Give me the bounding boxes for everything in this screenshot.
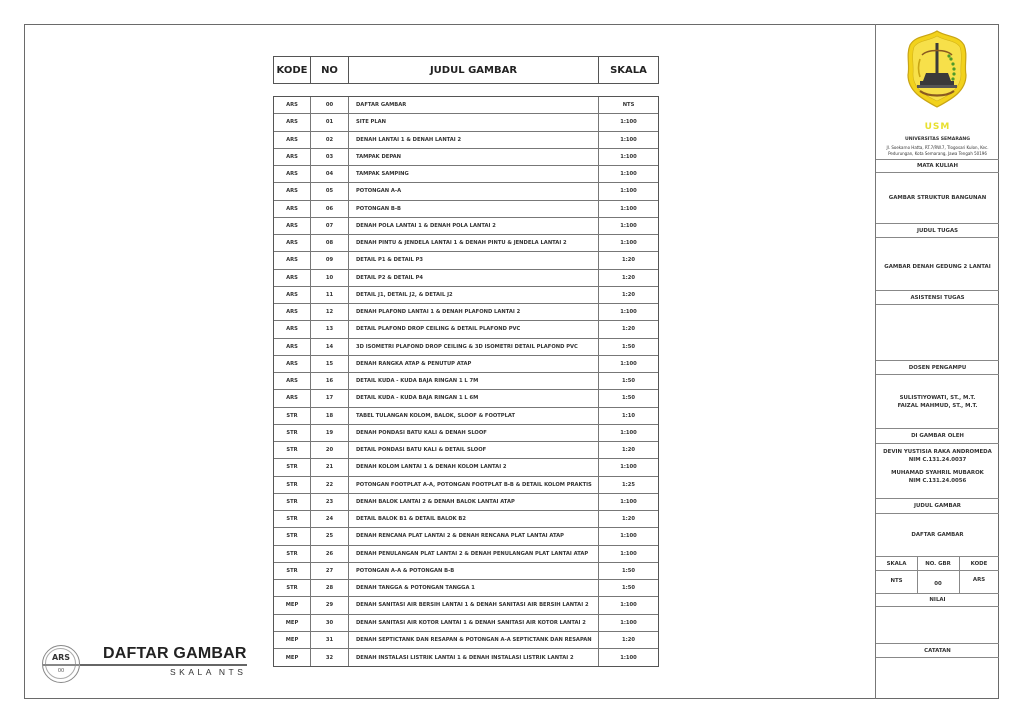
cell-skala: 1:20 — [622, 291, 635, 298]
cell-kode: ARS — [274, 390, 311, 406]
table-row — [274, 132, 658, 149]
cell-kode: STR — [274, 459, 311, 475]
cell-kode: STR — [274, 563, 311, 579]
cell-skala: 1:50 — [622, 395, 635, 402]
cell-no: 11 — [311, 287, 349, 303]
skala-value: NTS — [890, 578, 903, 584]
mata-kuliah-label: MATA KULIAH — [916, 163, 958, 169]
drawing-list-table — [273, 96, 659, 667]
cell-no: 16 — [311, 373, 349, 389]
table-row — [274, 252, 658, 269]
table-row — [274, 580, 658, 597]
cell-no: 06 — [311, 201, 349, 217]
cell-skala: 1:10 — [622, 412, 635, 419]
cell-judul: SITE PLAN — [349, 114, 599, 130]
table-row — [274, 511, 658, 528]
table-row — [274, 390, 658, 407]
cell-kode: STR — [274, 546, 311, 562]
cell-judul: DETAIL KUDA - KUDA BAJA RINGAN 1 L 6M — [349, 390, 599, 406]
cell-no: 14 — [311, 339, 349, 355]
cell-skala: 1:50 — [622, 378, 635, 385]
cell-judul: DENAH RANGKA ATAP & PENUTUP ATAP — [349, 356, 599, 372]
cell-kode: ARS — [274, 218, 311, 234]
cell-no: 25 — [311, 528, 349, 544]
cell-kode: ARS — [274, 356, 311, 372]
cell-no: 02 — [311, 132, 349, 148]
cell-kode: ARS — [274, 339, 311, 355]
cell-skala: 1:25 — [622, 481, 635, 488]
cell-judul: DENAH PONDASI BATU KALI & DENAH SLOOF — [349, 425, 599, 441]
cell-judul: DENAH POLA LANTAI 1 & DENAH POLA LANTAI 2 — [349, 218, 599, 234]
cell-no: 19 — [311, 425, 349, 441]
cell-kode: ARS — [274, 132, 311, 148]
table-row — [274, 494, 658, 511]
table-row — [274, 459, 658, 476]
cell-no: 26 — [311, 546, 349, 562]
cell-judul: TAMPAK DEPAN — [349, 149, 599, 165]
cell-skala: 1:20 — [622, 326, 635, 333]
table-row — [274, 270, 658, 287]
cell-kode: STR — [274, 425, 311, 441]
mata-kuliah-value: GAMBAR STRUKTUR BANGUNAN — [888, 195, 987, 201]
judul-tugas-value: GAMBAR DENAH GEDUNG 2 LANTAI — [884, 264, 991, 270]
university-logo-icon — [906, 29, 968, 111]
header-no: NO — [311, 57, 349, 83]
cell-kode: ARS — [274, 201, 311, 217]
table-row — [274, 425, 658, 442]
logo-usm-text: USM — [924, 122, 951, 132]
cell-no: 15 — [311, 356, 349, 372]
table-row — [274, 321, 658, 338]
cell-judul: DETAIL P1 & DETAIL P3 — [349, 252, 599, 268]
cell-judul: DENAH PLAFOND LANTAI 1 & DENAH PLAFOND LANTAI 2 — [349, 304, 599, 320]
rule — [917, 556, 918, 593]
cell-no: 08 — [311, 235, 349, 251]
cell-kode: ARS — [274, 235, 311, 251]
table-row — [274, 408, 658, 425]
cell-skala: 1:20 — [622, 274, 635, 281]
cell-judul: DENAH BALOK LANTAI 2 & DENAH BALOK LANTAI ATAP — [349, 494, 599, 510]
cell-skala: 1:20 — [622, 447, 635, 454]
cell-kode: MEP — [274, 615, 311, 631]
table-header — [273, 56, 659, 84]
cell-skala: 1:20 — [622, 516, 635, 523]
nilai-label: NILAI — [929, 597, 946, 603]
cell-kode: ARS — [274, 304, 311, 320]
cell-skala: 1:20 — [622, 257, 635, 264]
dosen-name: SULISTIYOWATI, ST., M.T. — [899, 394, 976, 401]
table-row — [274, 356, 658, 373]
cell-kode: MEP — [274, 597, 311, 613]
cell-judul: DENAH PINTU & JENDELA LANTAI 1 & DENAH PINTU & JENDELA LANTAI 2 — [349, 235, 599, 251]
cell-judul: DETAIL KUDA - KUDA BAJA RINGAN 1 L 7M — [349, 373, 599, 389]
kode-label: KODE — [970, 560, 988, 567]
cell-no: 24 — [311, 511, 349, 527]
table-row — [274, 597, 658, 614]
cell-judul: DETAIL J1, DETAIL J2, & DETAIL J2 — [349, 287, 599, 303]
table-row — [274, 442, 658, 459]
cell-judul: DENAH RENCANA PLAT LANTAI 2 & DENAH RENCANA PLAT LANTAI ATAP — [349, 528, 599, 544]
kode-value: ARS — [972, 577, 986, 583]
drawing-title-underline — [80, 664, 247, 666]
cell-no: 32 — [311, 649, 349, 666]
cell-kode: ARS — [274, 373, 311, 389]
dosen-list — [876, 375, 999, 428]
cell-no: 31 — [311, 632, 349, 648]
cell-no: 01 — [311, 114, 349, 130]
cell-kode: ARS — [274, 183, 311, 199]
table-row — [274, 528, 658, 545]
table-row — [274, 373, 658, 390]
cell-kode: STR — [274, 408, 311, 424]
cell-skala: 1:100 — [620, 153, 637, 160]
student-name: DEVIN YUSTISIA RAKA ANDROMEDA — [883, 449, 992, 455]
cell-no: 09 — [311, 252, 349, 268]
cell-kode: ARS — [274, 166, 311, 182]
cell-kode: MEP — [274, 632, 311, 648]
cell-judul: POTONGAN B-B — [349, 201, 599, 217]
university-address: Jl. Soekarno Hatta, RT.7/RW.7, Tlogosari Kulon, Kec. Pedurungan, Kota Semarang, Jawa Tengah 50196 — [886, 145, 989, 156]
table-row — [274, 201, 658, 218]
cell-kode: ARS — [274, 270, 311, 286]
rule — [876, 443, 999, 444]
judul-tugas-label: JUDUL TUGAS — [916, 227, 959, 234]
table-row — [274, 339, 658, 356]
cell-kode: ARS — [274, 97, 311, 113]
badge-number: 00 — [57, 668, 65, 674]
cell-skala: 1:100 — [620, 533, 637, 540]
cell-no: 27 — [311, 563, 349, 579]
table-row — [274, 166, 658, 183]
rule — [959, 556, 960, 593]
cell-skala: 1:100 — [620, 240, 637, 247]
cell-judul: DENAH KOLOM LANTAI 1 & DENAH KOLOM LANTAI 2 — [349, 459, 599, 475]
cell-skala: 1:100 — [620, 171, 637, 178]
cell-no: 05 — [311, 183, 349, 199]
table-row — [274, 649, 658, 666]
cell-judul: TABEL TULANGAN KOLOM, BALOK, SLOOF & FOOTPLAT — [349, 408, 599, 424]
table-row — [274, 149, 658, 166]
title-block — [876, 24, 999, 699]
judul-gambar-label: JUDUL GAMBAR — [914, 503, 961, 509]
cell-kode: STR — [274, 511, 311, 527]
cell-no: 23 — [311, 494, 349, 510]
table-row — [274, 304, 658, 321]
cell-kode: ARS — [274, 287, 311, 303]
cell-skala: 1:20 — [622, 636, 635, 643]
cell-judul: DENAH SANITASI AIR BERSIH LANTAI 1 & DENAH SANITASI AIR BERSIH LANTAI 2 — [349, 597, 599, 613]
cell-kode: STR — [274, 580, 311, 596]
students-list — [876, 448, 999, 504]
cell-judul: DENAH LANTAI 1 & DENAH LANTAI 2 — [349, 132, 599, 148]
cell-kode: STR — [274, 442, 311, 458]
rule — [876, 304, 999, 305]
table-row — [274, 563, 658, 580]
no-gbr-label: NO. GBR — [925, 560, 951, 567]
cell-judul: POTONGAN A-A — [349, 183, 599, 199]
cell-skala: 1:100 — [620, 188, 637, 195]
cell-skala: 1:100 — [620, 619, 637, 626]
cell-no: 21 — [311, 459, 349, 475]
table-row — [274, 477, 658, 494]
table-row — [274, 615, 658, 632]
cell-judul: POTONGAN FOOTPLAT A-A, POTONGAN FOOTPLAT B-B & DETAIL KOLOM PRAKTIS — [349, 477, 599, 493]
cell-no: 03 — [311, 149, 349, 165]
dosen-name: FAIZAL MAHMUD, ST., M.T. — [897, 402, 978, 409]
cell-skala: 1:100 — [620, 464, 637, 471]
scale-value: NTS — [218, 667, 247, 677]
university-name: UNIVERSITAS SEMARANG — [904, 137, 971, 142]
cell-judul: DAFTAR GAMBAR — [349, 97, 599, 113]
cell-skala: 1:100 — [620, 498, 637, 505]
judul-gambar-value: DAFTAR GAMBAR — [911, 532, 964, 538]
cell-no: 04 — [311, 166, 349, 182]
cell-no: 18 — [311, 408, 349, 424]
cell-skala: 1:100 — [620, 205, 637, 212]
cell-skala: 1:100 — [620, 136, 637, 143]
cell-no: 30 — [311, 615, 349, 631]
cell-no: 17 — [311, 390, 349, 406]
header-kode: KODE — [274, 57, 311, 83]
cell-kode: STR — [274, 494, 311, 510]
scale-label: SKALA — [170, 667, 215, 677]
rule — [876, 657, 999, 658]
drawing-code-badge — [42, 645, 80, 683]
table-row — [274, 287, 658, 304]
cell-judul: POTONGAN A-A & POTONGAN B-B — [349, 563, 599, 579]
student-nim: NIM C.131.24.0037 — [908, 457, 967, 463]
asistensi-tugas-label: ASISTENSI TUGAS — [910, 295, 965, 301]
badge-code: ARS — [51, 653, 71, 662]
cell-skala: 1:50 — [622, 567, 635, 574]
cell-judul: DENAH PENULANGAN PLAT LANTAI 2 & DENAH PENULANGAN PLAT LANTAI ATAP — [349, 546, 599, 562]
cell-no: 20 — [311, 442, 349, 458]
cell-skala: 1:100 — [620, 429, 637, 436]
table-row — [274, 546, 658, 563]
digambar-oleh-label: DI GAMBAR OLEH — [911, 433, 964, 439]
cell-judul: TAMPAK SAMPING — [349, 166, 599, 182]
cell-no: 13 — [311, 321, 349, 337]
cell-no: 10 — [311, 270, 349, 286]
cell-no: 29 — [311, 597, 349, 613]
cell-judul: DETAIL P2 & DETAIL P4 — [349, 270, 599, 286]
cell-judul: DENAH SANITASI AIR KOTOR LANTAI 1 & DENAH SANITASI AIR KOTOR LANTAI 2 — [349, 615, 599, 631]
catatan-label: CATATAN — [924, 647, 951, 654]
cell-kode: ARS — [274, 114, 311, 130]
cell-judul: 3D ISOMETRI PLAFOND DROP CEILING & 3D ISOMETRI DETAIL PLAFOND PVC — [349, 339, 599, 355]
no-gbr-value: 00 — [934, 581, 942, 587]
table-row — [274, 97, 658, 114]
cell-no: 12 — [311, 304, 349, 320]
cell-skala: NTS — [622, 102, 635, 109]
table-row — [274, 235, 658, 252]
cell-no: 00 — [311, 97, 349, 113]
cell-skala: 1:50 — [622, 343, 635, 350]
cell-no: 07 — [311, 218, 349, 234]
cell-judul: DENAH TANGGA & POTONGAN TANGGA 1 — [349, 580, 599, 596]
cell-kode: ARS — [274, 149, 311, 165]
drawing-title: DAFTAR GAMBAR — [103, 645, 247, 662]
cell-judul: DENAH INSTALASI LISTRIK LANTAI 1 & DENAH INSTALASI LISTRIK LANTAI 2 — [349, 649, 599, 666]
cell-kode: ARS — [274, 321, 311, 337]
cell-skala: 1:100 — [620, 309, 637, 316]
cell-judul: DETAIL BALOK B1 & DETAIL BALOK B2 — [349, 511, 599, 527]
cell-no: 28 — [311, 580, 349, 596]
table-row — [274, 632, 658, 649]
cell-skala: 1:100 — [620, 654, 637, 661]
skala-label: SKALA — [886, 560, 907, 567]
cell-skala: 1:100 — [620, 222, 637, 229]
student-name: MUHAMAD SYAHRIL MUBAROK — [891, 470, 984, 476]
header-skala: SKALA — [610, 64, 647, 76]
cell-kode: STR — [274, 477, 311, 493]
table-row — [274, 218, 658, 235]
drawing-scale — [170, 667, 246, 677]
table-row — [274, 183, 658, 200]
cell-skala: 1:100 — [620, 360, 637, 367]
cell-kode: MEP — [274, 649, 311, 666]
cell-judul: DETAIL PONDASI BATU KALI & DETAIL SLOOF — [349, 442, 599, 458]
header-judul-gambar: JUDUL GAMBAR — [349, 57, 599, 83]
rule — [876, 606, 999, 607]
student-nim: NIM C.131.24.0056 — [908, 478, 967, 484]
table-row — [274, 114, 658, 131]
cell-judul: DETAIL PLAFOND DROP CEILING & DETAIL PLAFOND PVC — [349, 321, 599, 337]
cell-kode: ARS — [274, 252, 311, 268]
cell-skala: 1:100 — [620, 602, 637, 609]
cell-skala: 1:100 — [620, 550, 637, 557]
dosen-pengampu-label: DOSEN PENGAMPU — [908, 364, 967, 371]
cell-skala: 1:50 — [622, 585, 635, 592]
badge-divider — [43, 664, 79, 666]
cell-skala: 1:100 — [620, 119, 637, 126]
cell-kode: STR — [274, 528, 311, 544]
cell-judul: DENAH SEPTICTANK DAN RESAPAN & POTONGAN A-A SEPTICTANK DAN RESAPAN — [349, 632, 599, 648]
cell-no: 22 — [311, 477, 349, 493]
